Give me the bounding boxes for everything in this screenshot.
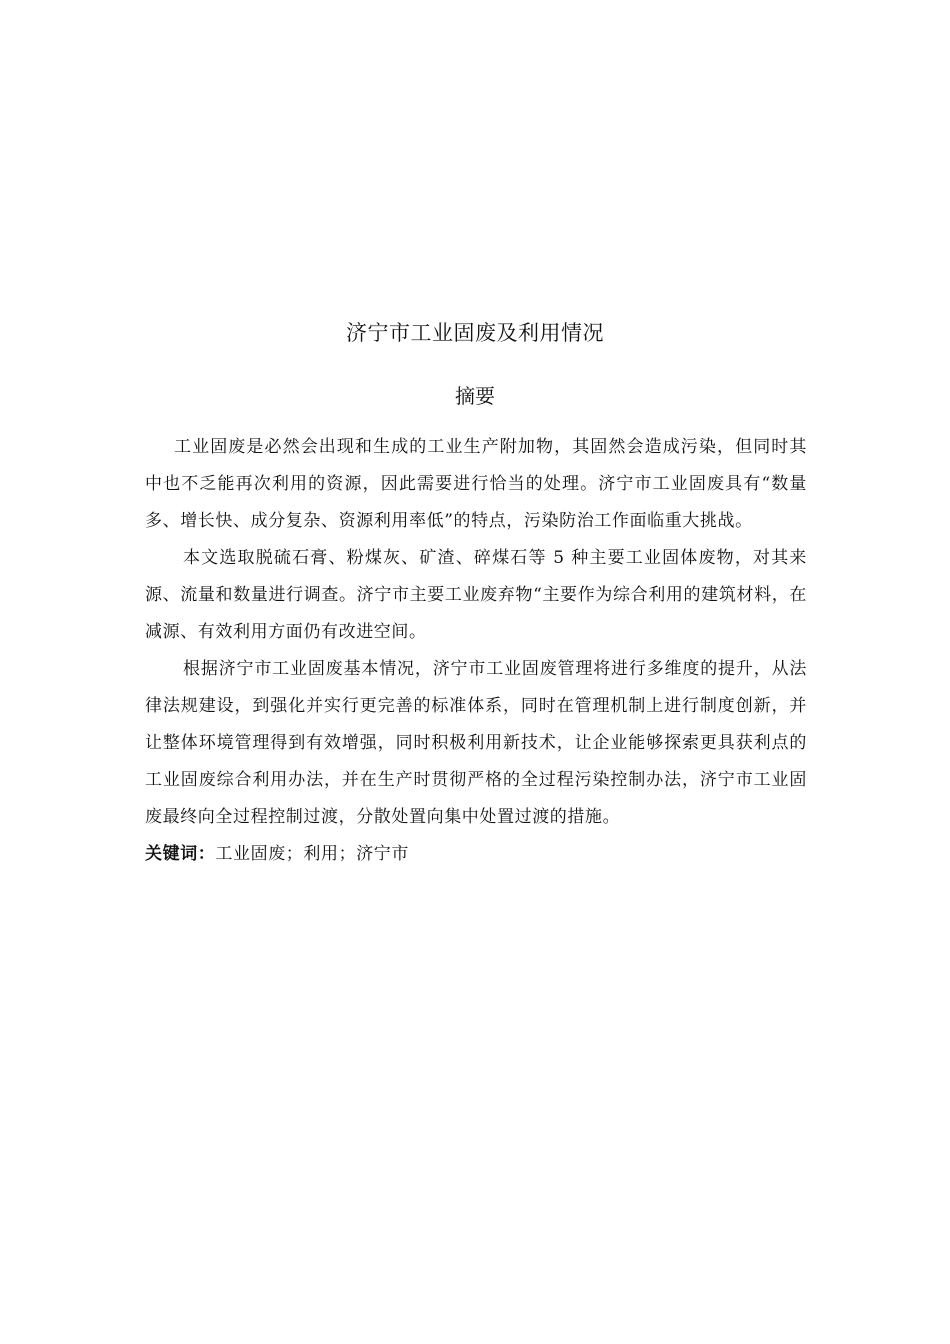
abstract-paragraph-3: 根据济宁市工业固废基本情况，济宁市工业固废管理将进行多维度的提升，从法律法规建设，到强化并实行更完善的标准体系，同时在管理机制上进行制度创新，并让整体环境管理得到有效增强，同时积极利用新技术，让企业能够探索更具获利点的工业固废综合利用办法，并在生产时贯彻严格的全过程污染控制办法，济宁市工业固废最终向全过程控制过渡，分散处置向集中处置过渡的措施。 bbox=[145, 659, 807, 827]
keywords-label: 关键词： bbox=[145, 844, 216, 864]
abstract-body bbox=[145, 429, 807, 873]
keywords-list: 工业固废；利用；济宁市 bbox=[215, 844, 410, 864]
keywords-line bbox=[145, 836, 807, 873]
abstract-paragraph-2: 本文选取脱硫石膏、粉煤灰、矿渣、碎煤石等 5 种主要工业固体废物，对其来源、流量和数量进行调查。济宁市主要工业废弃物“主要作为综合利用的建筑材料，在减源、有效利用方面仍有改进空间。 bbox=[145, 548, 807, 642]
document-title: 济宁市工业固废及利用情况 bbox=[346, 321, 604, 345]
abstract-heading: 摘要 bbox=[455, 384, 495, 408]
abstract-paragraph-1: 工业固废是必然会出现和生成的工业生产附加物，其固然会造成污染，但同时其中也不乏能再次利用的资源，因此需要进行恰当的处理。济宁市工业固废具有“数量多、增长快、成分复杂、资源利用率低”的特点，污染防治工作面临重大挑战。 bbox=[145, 437, 807, 531]
